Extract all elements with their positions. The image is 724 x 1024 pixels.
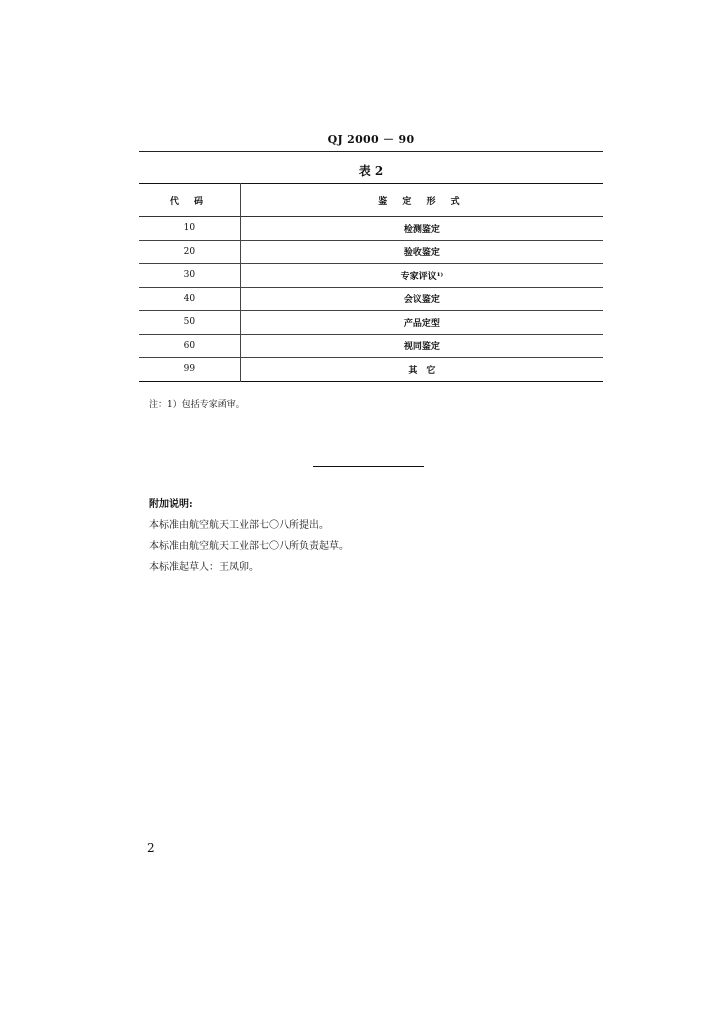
table-row xyxy=(139,217,603,241)
page-number: 2 xyxy=(147,841,155,855)
table-header-row xyxy=(139,184,603,217)
appendix-line: 本标准由航空航天工业部七〇八所负责起草。 xyxy=(149,541,349,552)
form-cell: 检测鉴定 xyxy=(403,224,440,235)
code-cell: 40 xyxy=(139,287,240,311)
column-header-appraisal-form: 鉴 定 形 式 xyxy=(378,196,466,207)
code-cell: 60 xyxy=(139,334,240,358)
appendix-line: 本标准起草人：王凤卯。 xyxy=(149,562,259,573)
table-row xyxy=(139,358,603,382)
appendix-notes xyxy=(149,494,349,578)
table-row xyxy=(139,334,603,358)
table-row xyxy=(139,287,603,311)
form-cell: 产品定型 xyxy=(403,318,440,329)
code-cell: 10 xyxy=(139,217,240,241)
form-cell: 其 它 xyxy=(408,365,436,376)
form-cell: 验收鉴定 xyxy=(403,248,440,259)
header-rule xyxy=(139,151,603,152)
table-footnote: 注：1）包括专家函审。 xyxy=(149,400,245,410)
form-cell: 专家评议¹⁾ xyxy=(400,271,444,282)
table-row xyxy=(139,264,603,288)
code-cell: 99 xyxy=(139,358,240,382)
appraisal-form-code-table xyxy=(139,183,603,382)
form-cell: 会议鉴定 xyxy=(403,295,440,306)
table-row xyxy=(139,311,603,335)
table-row xyxy=(139,240,603,264)
appendix-title: 附加说明: xyxy=(149,499,193,510)
code-cell: 30 xyxy=(139,264,240,288)
section-divider xyxy=(313,466,424,467)
standard-number-header: QJ 2000 － 90 xyxy=(327,133,415,146)
column-header-code: 代 码 xyxy=(139,184,240,217)
code-cell: 50 xyxy=(139,311,240,335)
appendix-line: 本标准由航空航天工业部七〇八所提出。 xyxy=(149,520,329,531)
form-cell: 视同鉴定 xyxy=(403,342,440,353)
table-caption: 表 2 xyxy=(358,164,384,178)
code-cell: 20 xyxy=(139,240,240,264)
